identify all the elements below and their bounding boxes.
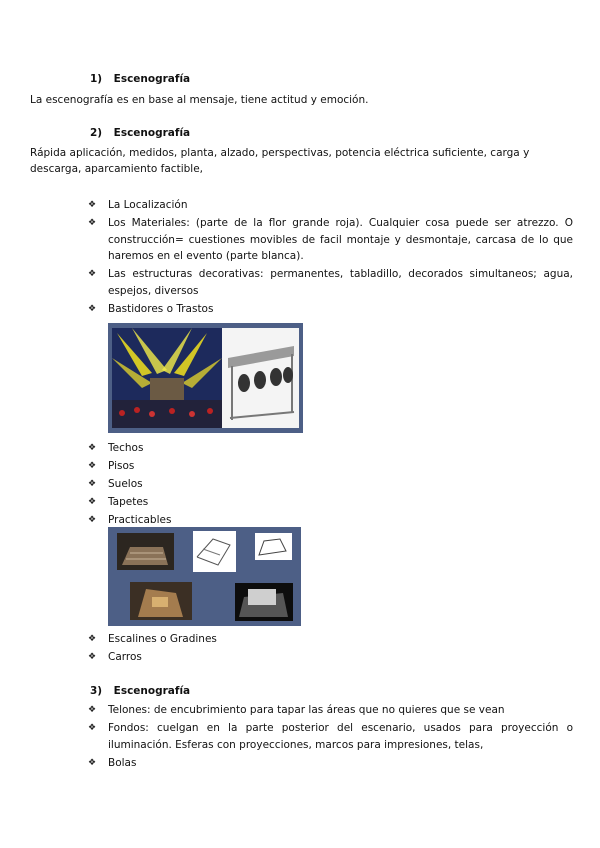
list-steps	[88, 631, 573, 667]
list-item	[88, 197, 573, 214]
bullet-icon: ❖	[88, 705, 97, 715]
section-2-number: 2)	[90, 127, 103, 139]
practicables-photos	[108, 527, 301, 626]
section-2-title: Escenografía	[113, 127, 191, 139]
list-item-text: Fondos: cuelgan en la parte posterior del escenario, usados para proyección o iluminación. Esferas con proyecciones, marcos para impresiones, telas,	[108, 722, 573, 751]
list-item-text: Techos	[108, 442, 144, 454]
bullet-icon: ❖	[88, 479, 97, 489]
list-item	[88, 649, 573, 666]
bullet-icon: ❖	[88, 634, 97, 644]
list-item	[88, 266, 573, 299]
list-materials	[88, 197, 573, 319]
practicables-collage	[108, 527, 301, 626]
list-item	[88, 301, 573, 318]
list-item-text: Carros	[108, 651, 142, 663]
list-item-text: Bastidores o Trastos	[108, 302, 214, 315]
list-curtains	[88, 702, 573, 773]
list-item-text: Practicables	[108, 514, 172, 526]
bullet-icon: ❖	[88, 723, 97, 733]
list-item-text: Las estructuras decorativas: permanentes, tabladillo, decorados simultaneos; agua, espejos, diversos	[108, 268, 573, 297]
list-item	[88, 476, 573, 493]
bullet-icon: ❖	[88, 515, 97, 525]
section-2-heading	[90, 127, 190, 139]
list-item-text: Bolas	[108, 756, 137, 769]
list-item	[88, 702, 573, 719]
list-item	[88, 215, 573, 265]
list-surfaces	[88, 440, 573, 530]
section-3-number: 3)	[90, 685, 103, 697]
bullet-icon: ❖	[88, 757, 97, 768]
list-item	[88, 755, 573, 772]
section-2-paragraph: Rápida aplicación, medidos, planta, alzado, perspectivas, potencia eléctrica suficiente, carga y descarga, aparcamiento factible,	[30, 147, 530, 175]
list-item-text: Escalines o Gradines	[108, 633, 217, 645]
bullet-icon: ❖	[88, 461, 97, 471]
list-item-text: Telones: de encubrimiento para tapar las áreas que no quieres que se vean	[108, 704, 505, 716]
list-item-text: La Localización	[108, 199, 188, 211]
bullet-icon: ❖	[88, 443, 97, 453]
section-1-paragraph: La escenografía es en base al mensaje, tiene actitud y emoción.	[30, 94, 369, 106]
list-item	[88, 494, 573, 511]
list-item	[88, 631, 573, 648]
stage-photo	[112, 328, 299, 428]
section-1-title: Escenografía	[113, 73, 191, 85]
list-item-text: Suelos	[108, 478, 143, 490]
bullet-icon: ❖	[88, 218, 97, 228]
bullet-icon: ❖	[88, 269, 97, 279]
bullet-icon: ❖	[88, 303, 97, 314]
bullet-icon: ❖	[88, 497, 97, 507]
section-3-title: Escenografía	[113, 685, 191, 697]
list-item-text: Pisos	[108, 460, 135, 472]
list-item	[88, 720, 573, 753]
list-item-text: Tapetes	[108, 496, 149, 508]
list-item	[88, 458, 573, 475]
section-1-number: 1)	[90, 73, 103, 85]
list-item	[88, 440, 573, 457]
stage-photo-frame	[108, 323, 303, 433]
section-1-heading	[90, 73, 190, 85]
bullet-icon: ❖	[88, 200, 97, 210]
section-3-heading	[90, 685, 190, 697]
bullet-icon: ❖	[88, 652, 97, 662]
list-item-text: Los Materiales: (parte de la flor grande roja). Cualquier cosa puede ser atrezzo. O construcción= cuestiones movibles de facil montaje y desmontaje, carcasa de lo que haremos en el evento (parte blanca).	[108, 217, 573, 262]
